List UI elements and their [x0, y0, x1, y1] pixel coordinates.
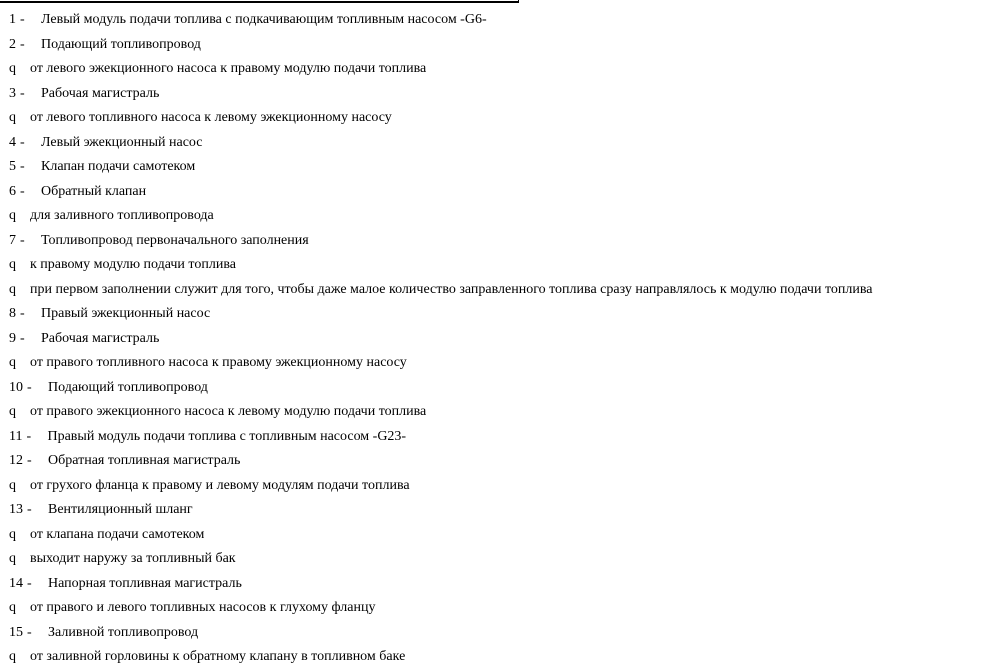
legend-item: [9, 449, 1003, 474]
legend-item: [9, 8, 1003, 33]
legend-bullet: [9, 596, 1003, 621]
legend-item-separator: -: [20, 159, 25, 174]
legend-bullet-text: от правого и левого топливных насосов к глухому фланцу: [30, 600, 376, 615]
legend-bullet: [9, 645, 1003, 670]
legend-item-separator: -: [20, 134, 25, 150]
bullet-marker: q: [9, 404, 16, 419]
legend-item-number: 1: [9, 12, 16, 27]
top-frame-border: [0, 0, 519, 3]
legend-bullet: [9, 204, 1003, 229]
legend-item-text: Рабочая магистраль: [41, 330, 160, 346]
legend-item-separator: -: [20, 36, 25, 52]
legend-item-number: 13: [9, 502, 23, 517]
legend-item-separator: -: [27, 502, 32, 517]
legend-item-text: Обратный клапан: [41, 183, 147, 199]
legend-item-number: 12: [9, 453, 23, 468]
legend-item: [9, 376, 1003, 401]
legend-bullet: [9, 253, 1003, 278]
legend-bullet: [9, 278, 1003, 303]
legend-bullet-text: от правого эжекционного насоса к левому модулю подачи топлива: [30, 404, 427, 419]
legend-item-text: Вентиляционный шланг: [48, 502, 193, 517]
legend-item-separator: -: [20, 232, 25, 248]
legend-bullet-text: от правого топливного насоса к правому эжекционному насосу: [30, 355, 407, 370]
legend-item: [9, 82, 1003, 107]
legend-item-number: 3: [9, 85, 16, 101]
legend-item-separator: -: [20, 306, 25, 321]
legend-bullet-text: от грухого фланца к правому и левому модулям подачи топлива: [30, 477, 410, 493]
legend-item: [9, 327, 1003, 352]
legend-item-number: 4: [9, 134, 16, 150]
legend-bullet-text: для заливного топливопровода: [30, 208, 214, 223]
legend-item-number: 6: [9, 183, 16, 199]
legend-item-number: 8: [9, 306, 16, 321]
legend-bullet: [9, 106, 1003, 131]
legend-item: [9, 498, 1003, 523]
bullet-marker: q: [9, 355, 16, 370]
legend-bullet: [9, 57, 1003, 82]
legend-bullet: [9, 351, 1003, 376]
bullet-marker: q: [9, 477, 16, 493]
legend-bullet-text: при первом заполнении служит для того, чтобы даже малое количество заправленного топлива сразу направлялось к модулю подачи топлива: [30, 281, 873, 297]
bullet-marker: q: [9, 257, 16, 272]
legend-item: [9, 229, 1003, 254]
bullet-marker: q: [9, 526, 16, 542]
legend-item-number: 11: [9, 428, 23, 444]
bullet-marker: q: [9, 61, 16, 76]
legend-bullet-text: к правому модулю подачи топлива: [30, 257, 236, 272]
legend-item-text: Напорная топливная магистраль: [48, 575, 242, 591]
legend-bullet: [9, 547, 1003, 572]
legend-bullet: [9, 474, 1003, 499]
legend-item-text: Подающий топливопровод: [41, 36, 201, 52]
legend-item-separator: -: [20, 330, 25, 346]
legend-item-number: 10: [9, 379, 23, 395]
legend-item-separator: -: [20, 183, 25, 199]
legend-item-separator: -: [26, 428, 32, 444]
bullet-marker: q: [9, 110, 16, 125]
legend-item: [9, 425, 1003, 450]
legend-list: [9, 8, 1003, 670]
legend-item: [9, 180, 1003, 205]
legend-item: [9, 131, 1003, 156]
legend-bullet-text: от заливной горловины к обратному клапану в топливном баке: [30, 649, 406, 664]
legend-bullet: [9, 523, 1003, 548]
legend-item-separator: -: [27, 624, 32, 640]
legend-item-text: Обратная топливная магистраль: [48, 453, 241, 468]
legend-item: [9, 33, 1003, 58]
legend-item-text: Подающий топливопровод: [48, 379, 208, 395]
legend-item-text: Заливной топливопровод: [48, 624, 199, 640]
legend-item-separator: -: [20, 12, 25, 27]
legend-item-number: 15: [9, 624, 23, 640]
legend-item-text: Левый эжекционный насос: [41, 134, 203, 150]
legend-item: [9, 302, 1003, 327]
legend-bullet-text: от левого топливного насоса к левому эжекционному насосу: [30, 110, 392, 125]
legend-item: [9, 621, 1003, 646]
legend-item-number: 7: [9, 232, 16, 248]
legend-item-text: Правый модуль подачи топлива с топливным насосом -G23-: [47, 428, 407, 444]
legend-item-separator: -: [27, 379, 32, 395]
legend-item-text: Топливопровод первоначального заполнения: [41, 232, 309, 248]
bullet-marker: q: [9, 281, 16, 297]
bullet-marker: q: [9, 551, 16, 566]
legend-item: [9, 155, 1003, 180]
legend-item-number: 14: [9, 575, 23, 591]
legend-bullet-text: выходит наружу за топливный бак: [30, 551, 236, 566]
legend-item-separator: -: [20, 85, 25, 101]
bullet-marker: q: [9, 600, 16, 615]
legend-item-text: Клапан подачи самотеком: [41, 159, 196, 174]
bullet-marker: q: [9, 208, 16, 223]
legend-item-number: 2: [9, 36, 16, 52]
legend-bullet-text: от левого эжекционного насоса к правому модулю подачи топлива: [30, 61, 427, 76]
legend-item-text: Рабочая магистраль: [41, 85, 160, 101]
legend-item-text: Правый эжекционный насос: [41, 306, 211, 321]
legend-bullet-text: от клапана подачи самотеком: [30, 526, 205, 542]
legend-item-separator: -: [27, 575, 32, 591]
legend-item-separator: -: [27, 453, 32, 468]
bullet-marker: q: [9, 649, 16, 664]
legend-item-number: 9: [9, 330, 16, 346]
legend-item-number: 5: [9, 159, 16, 174]
legend-bullet: [9, 400, 1003, 425]
legend-item-text: Левый модуль подачи топлива с подкачивающим топливным насосом -G6-: [41, 12, 487, 27]
legend-item: [9, 572, 1003, 597]
